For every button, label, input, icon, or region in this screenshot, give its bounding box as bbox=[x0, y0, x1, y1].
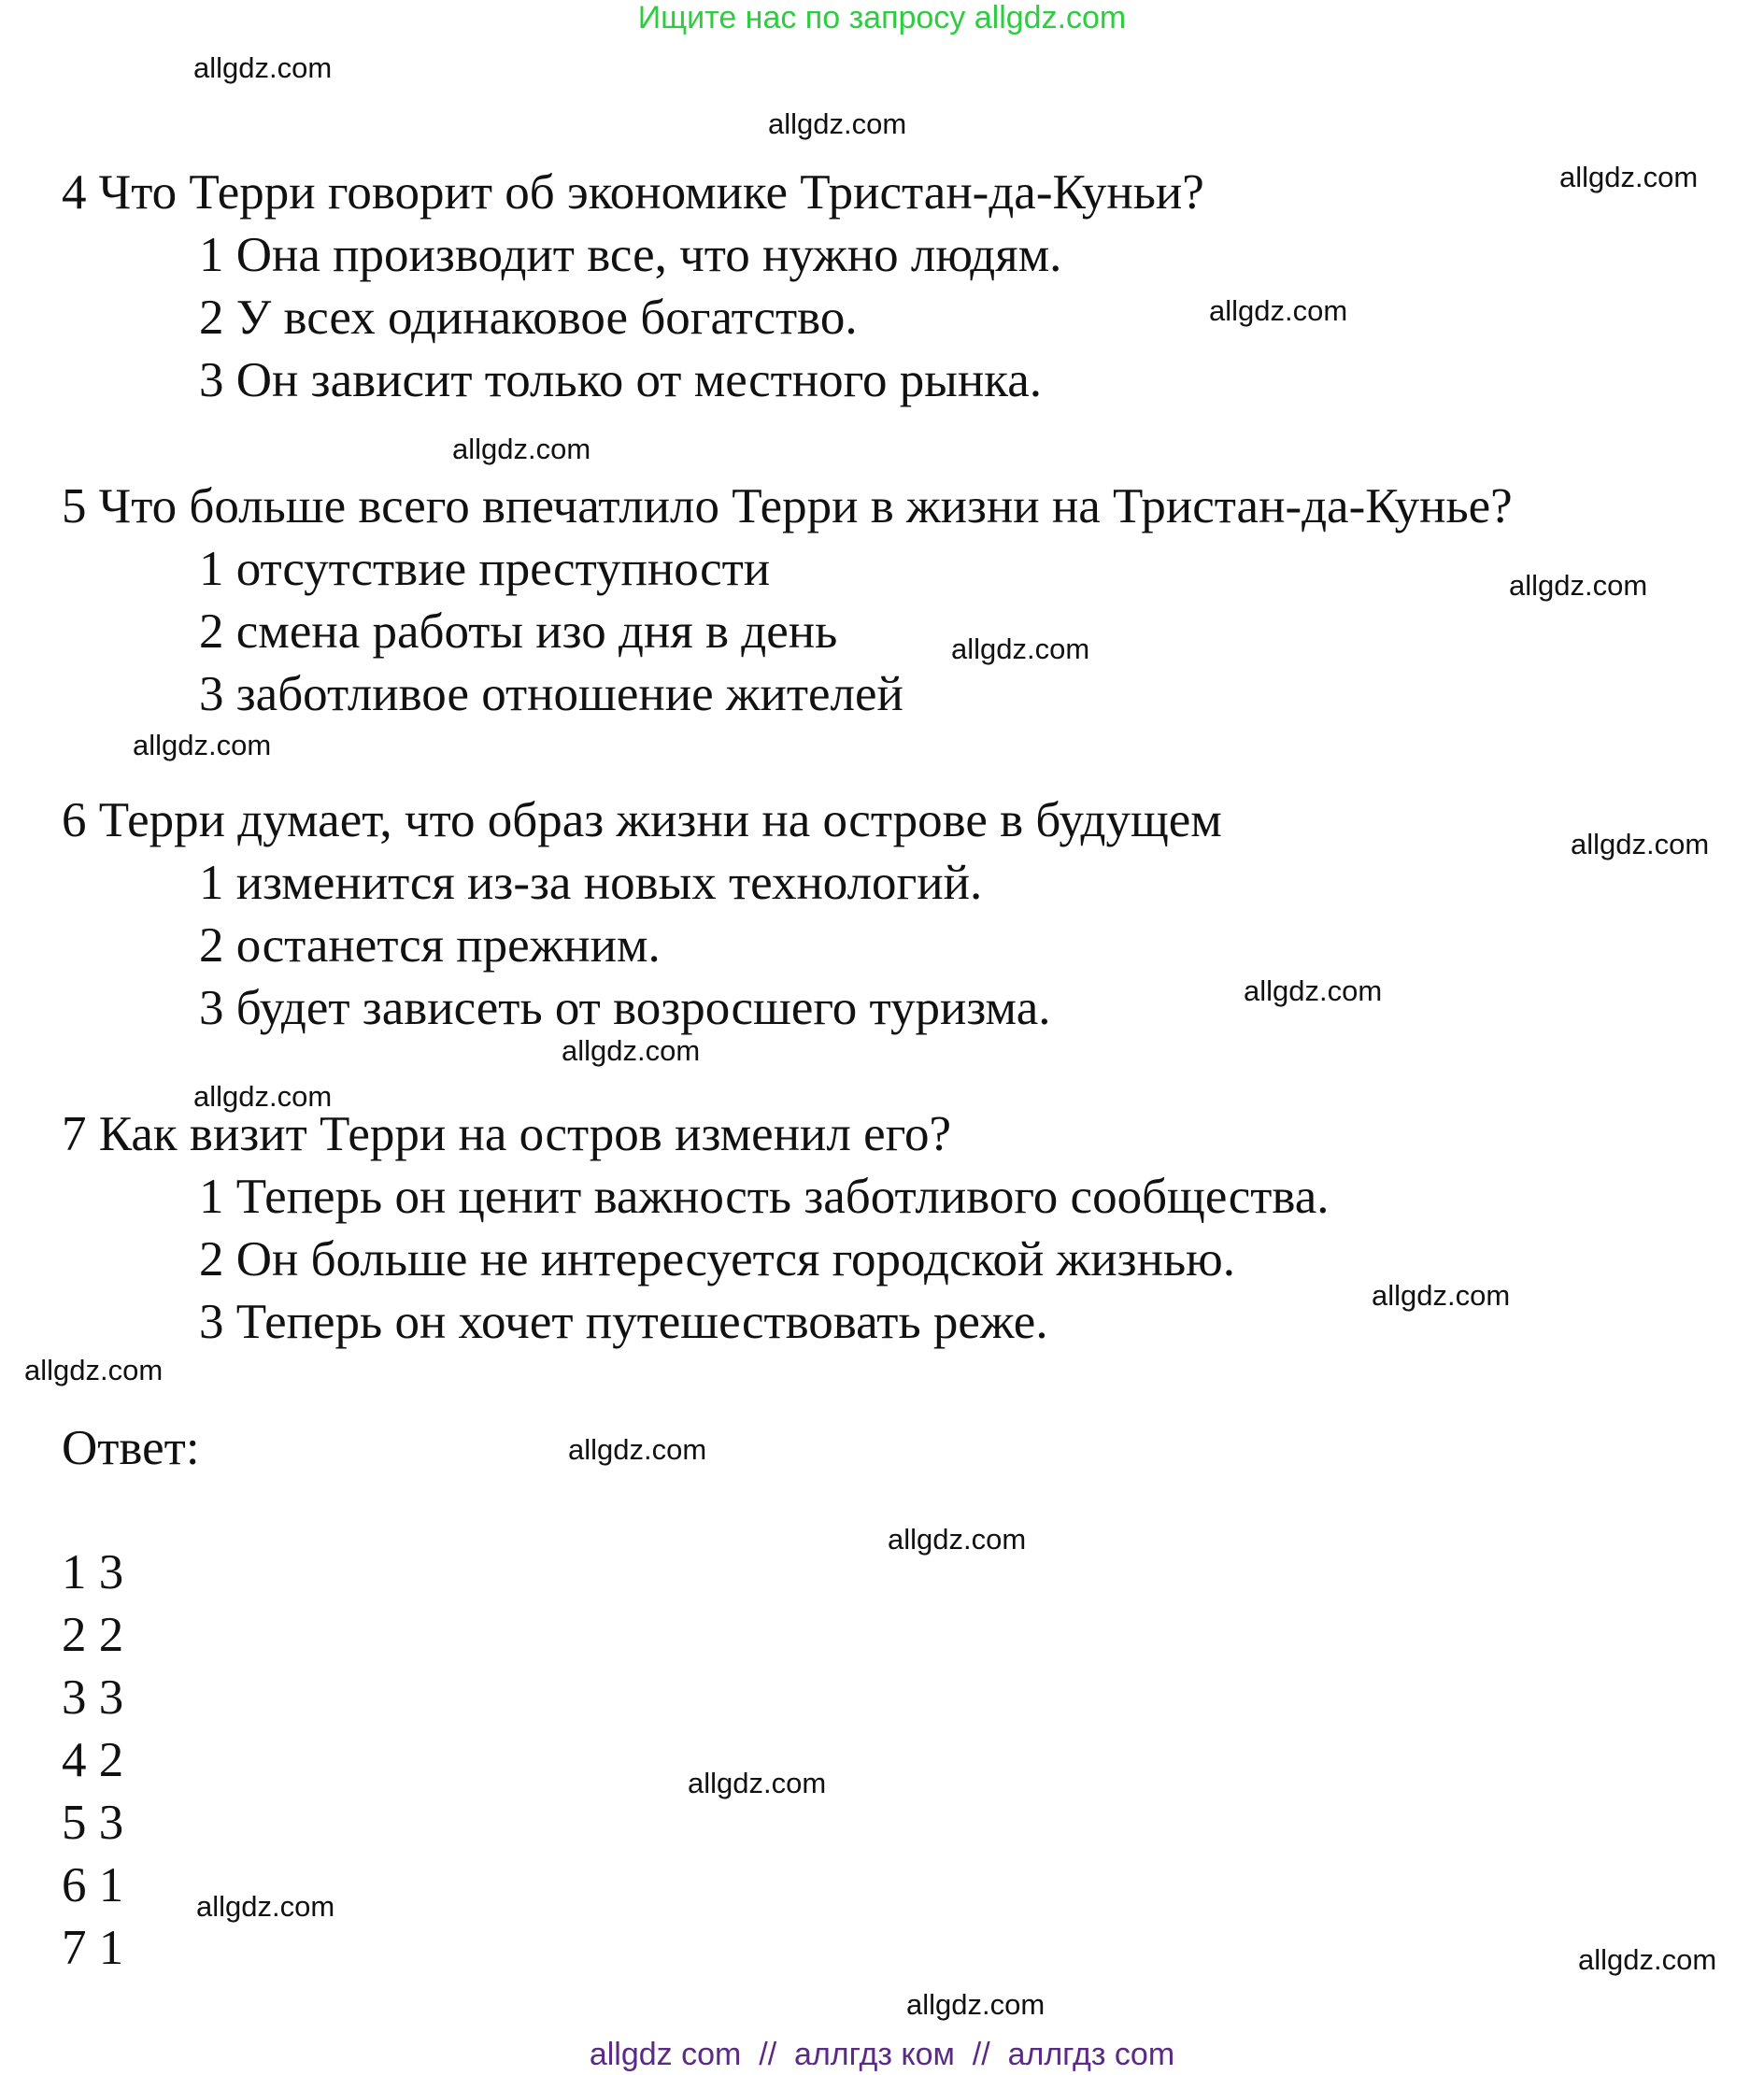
question-option: 2 У всех одинаковое богатство. bbox=[199, 291, 858, 345]
question-title: 6 Терри думает, что образ жизни на острове в будущем bbox=[62, 793, 1222, 847]
question-option: 3 Он зависит только от местного рынка. bbox=[199, 353, 1042, 407]
watermark: allgdz.com bbox=[562, 1034, 701, 1067]
watermark: allgdz.com bbox=[1244, 974, 1383, 1007]
watermark: allgdz.com bbox=[1571, 828, 1710, 860]
question-option: 1 изменится из-за новых технологий. bbox=[199, 856, 983, 910]
answer-row: 3 3 bbox=[62, 1670, 124, 1725]
question-option: 2 останется прежним. bbox=[199, 918, 661, 973]
question-7 bbox=[62, 1103, 1725, 1354]
answer-row: 1 3 bbox=[62, 1545, 124, 1599]
question-6 bbox=[62, 789, 1725, 1040]
question-4 bbox=[62, 162, 1725, 412]
watermark: allgdz.com bbox=[1578, 1943, 1717, 1976]
question-5 bbox=[62, 476, 1725, 726]
top-banner[interactable] bbox=[0, 0, 1764, 36]
question-title: 7 Как визит Терри на остров изменил его? bbox=[62, 1107, 952, 1161]
question-option: 2 Он больше не интересуется городской жизнью. bbox=[199, 1232, 1235, 1286]
watermark: allgdz.com bbox=[888, 1523, 1027, 1556]
watermark: allgdz.com bbox=[688, 1767, 827, 1799]
question-option: 3 заботливое отношение жителей bbox=[199, 667, 903, 721]
watermark: allgdz.com bbox=[452, 433, 591, 465]
question-option: 1 Теперь он ценит важность заботливого сообщества. bbox=[199, 1170, 1330, 1224]
watermark: allgdz.com bbox=[568, 1433, 707, 1466]
watermark: allgdz.com bbox=[768, 107, 907, 140]
answer-heading: Ответ: bbox=[62, 1421, 200, 1475]
question-title: 4 Что Терри говорит об экономике Тристан-да-Куньи? bbox=[62, 165, 1204, 220]
watermark: allgdz.com bbox=[906, 1988, 1046, 2021]
answer-row: 7 1 bbox=[62, 1921, 124, 1975]
question-option: 2 смена работы изо дня в день bbox=[199, 604, 838, 659]
question-option: 1 Она производит все, что нужно людям. bbox=[199, 228, 1062, 282]
watermark: allgdz.com bbox=[1372, 1279, 1511, 1312]
watermark: allgdz.com bbox=[193, 1080, 333, 1113]
answer-row: 2 2 bbox=[62, 1608, 124, 1662]
watermark: allgdz.com bbox=[24, 1354, 164, 1386]
top-banner-text[interactable]: Ищите нас по запросу allgdz.com bbox=[637, 0, 1127, 36]
watermark: allgdz.com bbox=[1209, 294, 1348, 327]
question-option: 3 Теперь он хочет путешествовать реже. bbox=[199, 1295, 1048, 1349]
watermark: allgdz.com bbox=[196, 1890, 335, 1923]
footer-banner[interactable] bbox=[0, 2034, 1764, 2075]
answer-list bbox=[62, 1542, 1725, 1980]
watermark: allgdz.com bbox=[1559, 161, 1699, 193]
answer-row: 5 3 bbox=[62, 1796, 124, 1850]
document-content bbox=[62, 162, 1725, 1980]
question-option: 1 отсутствие преступности bbox=[199, 542, 771, 596]
question-title: 5 Что больше всего впечатлило Терри в жизни на Тристан-да-Кунье? bbox=[62, 479, 1513, 533]
answer-row: 4 2 bbox=[62, 1733, 124, 1787]
question-option: 3 будет зависеть от возросшего туризма. bbox=[199, 981, 1051, 1035]
footer-banner-text[interactable]: allgdz com // аллгдз ком // аллгдз com bbox=[589, 2037, 1175, 2072]
answer-row: 6 1 bbox=[62, 1858, 124, 1912]
watermark: allgdz.com bbox=[193, 51, 333, 84]
watermark: allgdz.com bbox=[1509, 569, 1648, 602]
watermark: allgdz.com bbox=[951, 632, 1090, 665]
watermark: allgdz.com bbox=[133, 729, 272, 761]
